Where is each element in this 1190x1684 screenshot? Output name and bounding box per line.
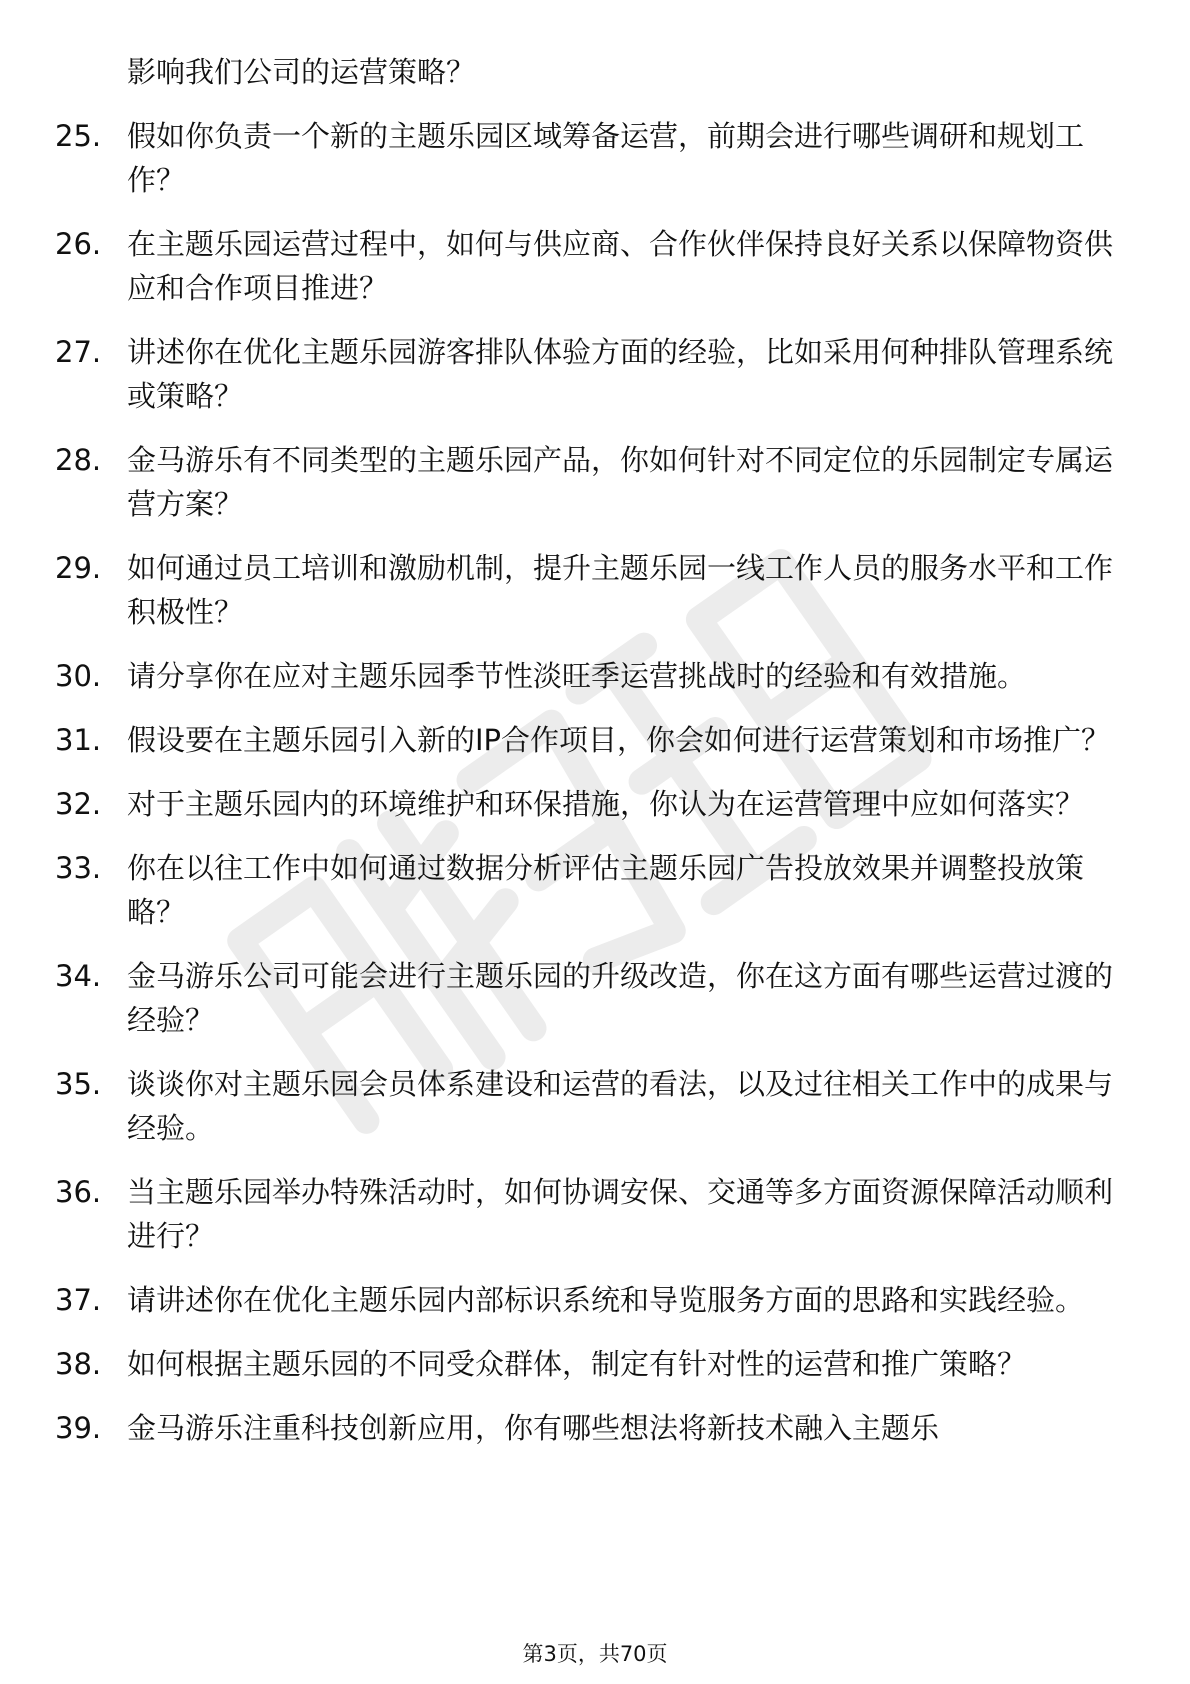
question-item-34 (55, 954, 1135, 1042)
question-item-31 (55, 718, 1135, 762)
question-text: 金马游乐公司可能会进行主题乐园的升级改造，你在这方面有哪些运营过渡的经验？ (127, 959, 1114, 1037)
question-text: 当主题乐园举办特殊活动时，如何协调安保、交通等多方面资源保障活动顺利进行？ (127, 1175, 1114, 1253)
question-text: 对于主题乐园内的环境维护和环保措施，你认为在运营管理中应如何落实？ (127, 787, 1085, 821)
question-number: 38. (55, 1347, 102, 1381)
question-item-38 (55, 1342, 1135, 1386)
question-number: 30. (55, 659, 102, 693)
question-item-26 (55, 222, 1135, 310)
question-number: 32. (55, 787, 102, 821)
question-item-25 (55, 114, 1135, 202)
question-number: 26. (55, 227, 102, 261)
question-item-29 (55, 546, 1135, 634)
question-text: 假设要在主题乐园引入新的IP合作项目，你会如何进行运营策划和市场推广？ (127, 723, 1111, 757)
question-item-39 (55, 1406, 1135, 1450)
question-text: 请分享你在应对主题乐园季节性淡旺季运营挑战时的经验和有效措施。 (127, 659, 1027, 693)
question-item-37 (55, 1278, 1135, 1322)
question-item-35 (55, 1062, 1135, 1150)
page-footer: 第3页，共70页 (522, 1642, 668, 1666)
question-number: 29. (55, 551, 102, 585)
question-number: 31. (55, 723, 102, 757)
question-list (55, 50, 1135, 1470)
question-number: 36. (55, 1175, 102, 1209)
question-text: 金马游乐有不同类型的主题乐园产品，你如何针对不同定位的乐园制定专属运营方案？ (127, 443, 1114, 521)
question-text: 请讲述你在优化主题乐园内部标识系统和导览服务方面的思路和实践经验。 (127, 1283, 1085, 1317)
question-text: 谈谈你对主题乐园会员体系建设和运营的看法，以及过往相关工作中的成果与经验。 (127, 1067, 1114, 1145)
question-number: 34. (55, 959, 102, 993)
question-number: 35. (55, 1067, 102, 1101)
question-text: 假如你负责一个新的主题乐园区域筹备运营，前期会进行哪些调研和规划工作？ (127, 119, 1085, 197)
question-item-36 (55, 1170, 1135, 1258)
question-item-32 (55, 782, 1135, 826)
question-text: 在主题乐园运营过程中，如何与供应商、合作伙伴保持良好关系以保障物资供应和合作项目推进？ (127, 227, 1114, 305)
question-number: 39. (55, 1411, 102, 1445)
question-number: 37. (55, 1283, 102, 1317)
question-item-30 (55, 654, 1135, 698)
question-number: 27. (55, 335, 102, 369)
question-text: 如何通过员工培训和激励机制，提升主题乐园一线工作人员的服务水平和工作积极性？ (127, 551, 1114, 629)
question-text: 金马游乐注重科技创新应用，你有哪些想法将新技术融入主题乐 (127, 1411, 940, 1445)
question-number: 28. (55, 443, 102, 477)
question-item-28 (55, 438, 1135, 526)
question-number: 33. (55, 851, 102, 885)
question-text: 讲述你在优化主题乐园游客排队体验方面的经验，比如采用何种排队管理系统或策略？ (127, 335, 1114, 413)
question-item-33 (55, 846, 1135, 934)
question-item-27 (55, 330, 1135, 418)
continuation-text: 影响我们公司的运营策略？ (127, 55, 476, 89)
question-text: 如何根据主题乐园的不同受众群体，制定有针对性的运营和推广策略？ (127, 1347, 1027, 1381)
question-number: 25. (55, 119, 102, 153)
question-text: 你在以往工作中如何通过数据分析评估主题乐园广告投放效果并调整投放策略？ (127, 851, 1085, 929)
